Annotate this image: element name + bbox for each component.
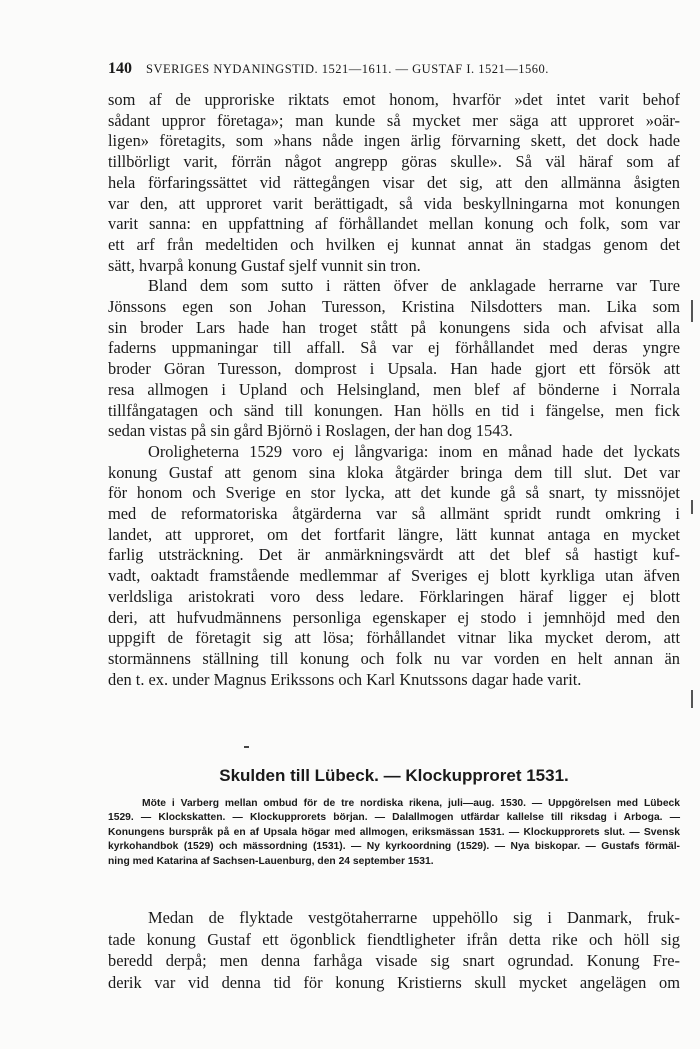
text-line: med de reformatoriska åtgärderna var så allmänt spridt rundt omkring i <box>108 504 680 524</box>
running-title: SVERIGES NYDANINGSTID. 1521—1611. — GUSTAF I. 1521—1560. <box>146 62 549 76</box>
text-line: faderns uppmaningar till affall. Så var ej förhållandet med deras yngre <box>108 338 680 358</box>
text-line: sådant uppror företaga»; man kunde så mycket mer säga att upproret »oär- <box>108 110 680 130</box>
text-line: den t. ex. under Magnus Erikssons och Karl Knutssons dagar hade varit. <box>108 669 582 689</box>
print-speck <box>244 746 249 748</box>
text-line: sätt, hvarpå konung Gustaf sjelf vunnit sin tron. <box>108 255 421 275</box>
text-line: Bland dem som sutto i rätten öfver de anklagade herrarne var Ture <box>148 276 680 296</box>
text-line: var den, att upproret varit berättigadt, så vida beskyllningarna mot konungen <box>108 193 680 213</box>
section-body-text <box>108 907 680 993</box>
section-summary <box>108 797 680 869</box>
text-line: sedan vistas på sin gård Björnö i Roslagen, der han dog 1543. <box>108 421 513 441</box>
text-line: som af de upproriske riktats emot honom, hvarför »det intet varit behof <box>108 90 680 109</box>
summary-line: kyrkohandbok (1529) och mässordning (1531). — Ny kyrkoordning (1529). — Nya biskopar. — Gustafs förmäl- <box>108 841 680 853</box>
text-line: vadt, oaktadt framstående medlemmar af Sveriges ej blott kyrkliga utan äfven <box>108 566 680 586</box>
text-line: ett arf från medeltiden och hvilken ej kunnat annat än stadgas genom det <box>108 234 680 254</box>
margin-mark <box>691 500 693 514</box>
text-line: varit sanna: en uppfattning af förhållandet mellan konung och folk, som var <box>108 214 680 234</box>
page-number: 140 <box>108 60 132 77</box>
text-line: tillfångatagen och sänd till konungen. Han hölls en tid i fängelse, men fick <box>108 400 680 420</box>
text-line: farlig utsträckning. Det är anmärkningsvärdt att det blef så hastigt kuf- <box>108 545 680 565</box>
margin-mark <box>691 300 693 322</box>
summary-line: Konungens burspråk på en af Upsala högar med allmogen, eriksmässan 1531. — Klockupprorets slut. — Svensk <box>108 826 680 838</box>
text-line: Medan de flyktade vestgötaherrarne uppehöllo sig i Danmark, fruk- <box>148 908 680 927</box>
running-header <box>108 60 680 78</box>
text-line: landet, att upproret, om det fortfarit längre, lätt kunnat antaga en mycket <box>108 524 680 544</box>
summary-line: ning med Katarina af Sachsen-Lauenburg, den 24 september 1531. <box>108 855 434 867</box>
text-line: tillbörligt varit, förrän något angrepp göras skulle». Så väl häraf som af <box>108 152 680 172</box>
text-line: Oroligheterna 1529 voro ej långvariga: inom en månad hade det lyckats <box>148 441 680 461</box>
summary-line: 1529. — Klockskatten. — Klockupprorets början. — Dalallmogen utfärdar kallelse till riksdag i Arboga. — <box>108 812 680 824</box>
text-line: för honom och Sverige en stor lycka, att det kunde gå så snart, ty missnöjet <box>108 483 680 503</box>
text-line: ligen» företagits, som »hans nåde ingen ärlig förvarning skett, det dock hade <box>108 131 680 151</box>
text-line: resa allmogen i Upland och Helsingland, men blef af bönderne i Norrala <box>108 379 680 399</box>
text-line: hela förfaringssättet vid rättegången visar det sig, att den allmänna åsigten <box>108 172 680 192</box>
summary-line: Möte i Varberg mellan ombud för de tre nordiska rikena, juli—aug. 1530. — Uppgörelsen med Lübeck <box>142 798 680 809</box>
text-line: beredd derpå; men denna farhåga visade sig snart ogrundad. Konung Fre- <box>108 951 680 970</box>
text-line: broder Göran Turesson, domprost i Upsala. Han hade gjort ett försök att <box>108 359 680 379</box>
section-heading: Skulden till Lübeck. — Klockupproret 1531. <box>219 766 569 785</box>
text-line: sin broder Lars hade han troget stått på konungens sida och afvisat alla <box>108 317 680 337</box>
text-line: uppgift de företagit sig att lösa; förhållandet vitnar lika mycket derom, att <box>108 628 680 648</box>
text-line: tade konung Gustaf ett ögonblick fiendtligheter ifrån detta rike och höll sig <box>108 929 680 949</box>
text-line: deri, att hufvudmännens personliga egenskaper ej stodo i jemnhöjd med den <box>108 607 680 627</box>
text-line: konung Gustaf att genom sina kloka åtgärder bringa dem till slut. Det var <box>108 462 680 482</box>
text-line: verldsliga aristokrati voro dess ledare. Förklaringen häraf ligger ej blott <box>108 586 680 606</box>
margin-mark <box>691 690 693 708</box>
text-line: stormännens ställning till konung och folk nu var vorden en helt annan än <box>108 648 680 668</box>
text-line: derik var vid denna tid för konung Kristierns skull mycket angelägen om <box>108 972 680 992</box>
text-line: Jönssons egen son Johan Turesson, Kristina Nilsdotters man. Lika som <box>108 297 680 317</box>
body-text <box>108 90 680 690</box>
